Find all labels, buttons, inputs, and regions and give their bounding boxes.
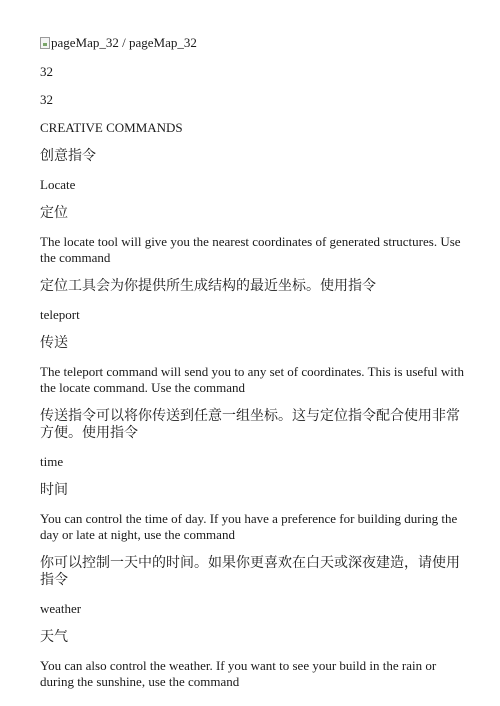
command-description-english: You can control the time of day. If you have a preference for building during the day or late at night, use the command [40,511,458,542]
command-name-chinese: 定位 [40,205,68,221]
heading-english: CREATIVE COMMANDS [40,120,183,135]
command-description-chinese: 传送指令可以将你传送到任意一组坐标。这与定位指令配合使用非常方便。使用指令 [40,408,460,441]
command-description-english: The locate tool will give you the nearest coordinates of generated structures. Use the command [40,234,461,265]
command-description-chinese: 你可以控制一天中的时间。如果你更喜欢在白天或深夜建造，请使用指令 [40,555,460,588]
command-name-chinese: 天气 [40,629,68,645]
broken-image [40,34,470,52]
command-name-english: weather [40,601,82,616]
command-name-chinese: 传送 [40,335,68,351]
page-number: 32 [40,64,53,79]
heading-chinese: 创意指令 [40,148,96,164]
command-description-chinese: 定位工具会为你提供所生成结构的最近坐标。使用指令 [40,278,376,294]
command-name-english: time [40,454,64,469]
command-description-english: The teleport command will send you to any set of coordinates. This is useful with the locate command. Use the command [40,364,464,395]
document-page [40,34,470,702]
image-alt-text: pageMap_32 / pageMap_32 [51,35,197,50]
command-name-english: teleport [40,307,80,322]
page-number: 32 [40,92,53,107]
command-name-english: Locate [40,177,76,192]
broken-image-icon [40,37,50,49]
command-name-chinese: 时间 [40,482,68,498]
command-description-english: You can also control the weather. If you want to see your build in the rain or during the sunshine, use the command [40,658,437,689]
